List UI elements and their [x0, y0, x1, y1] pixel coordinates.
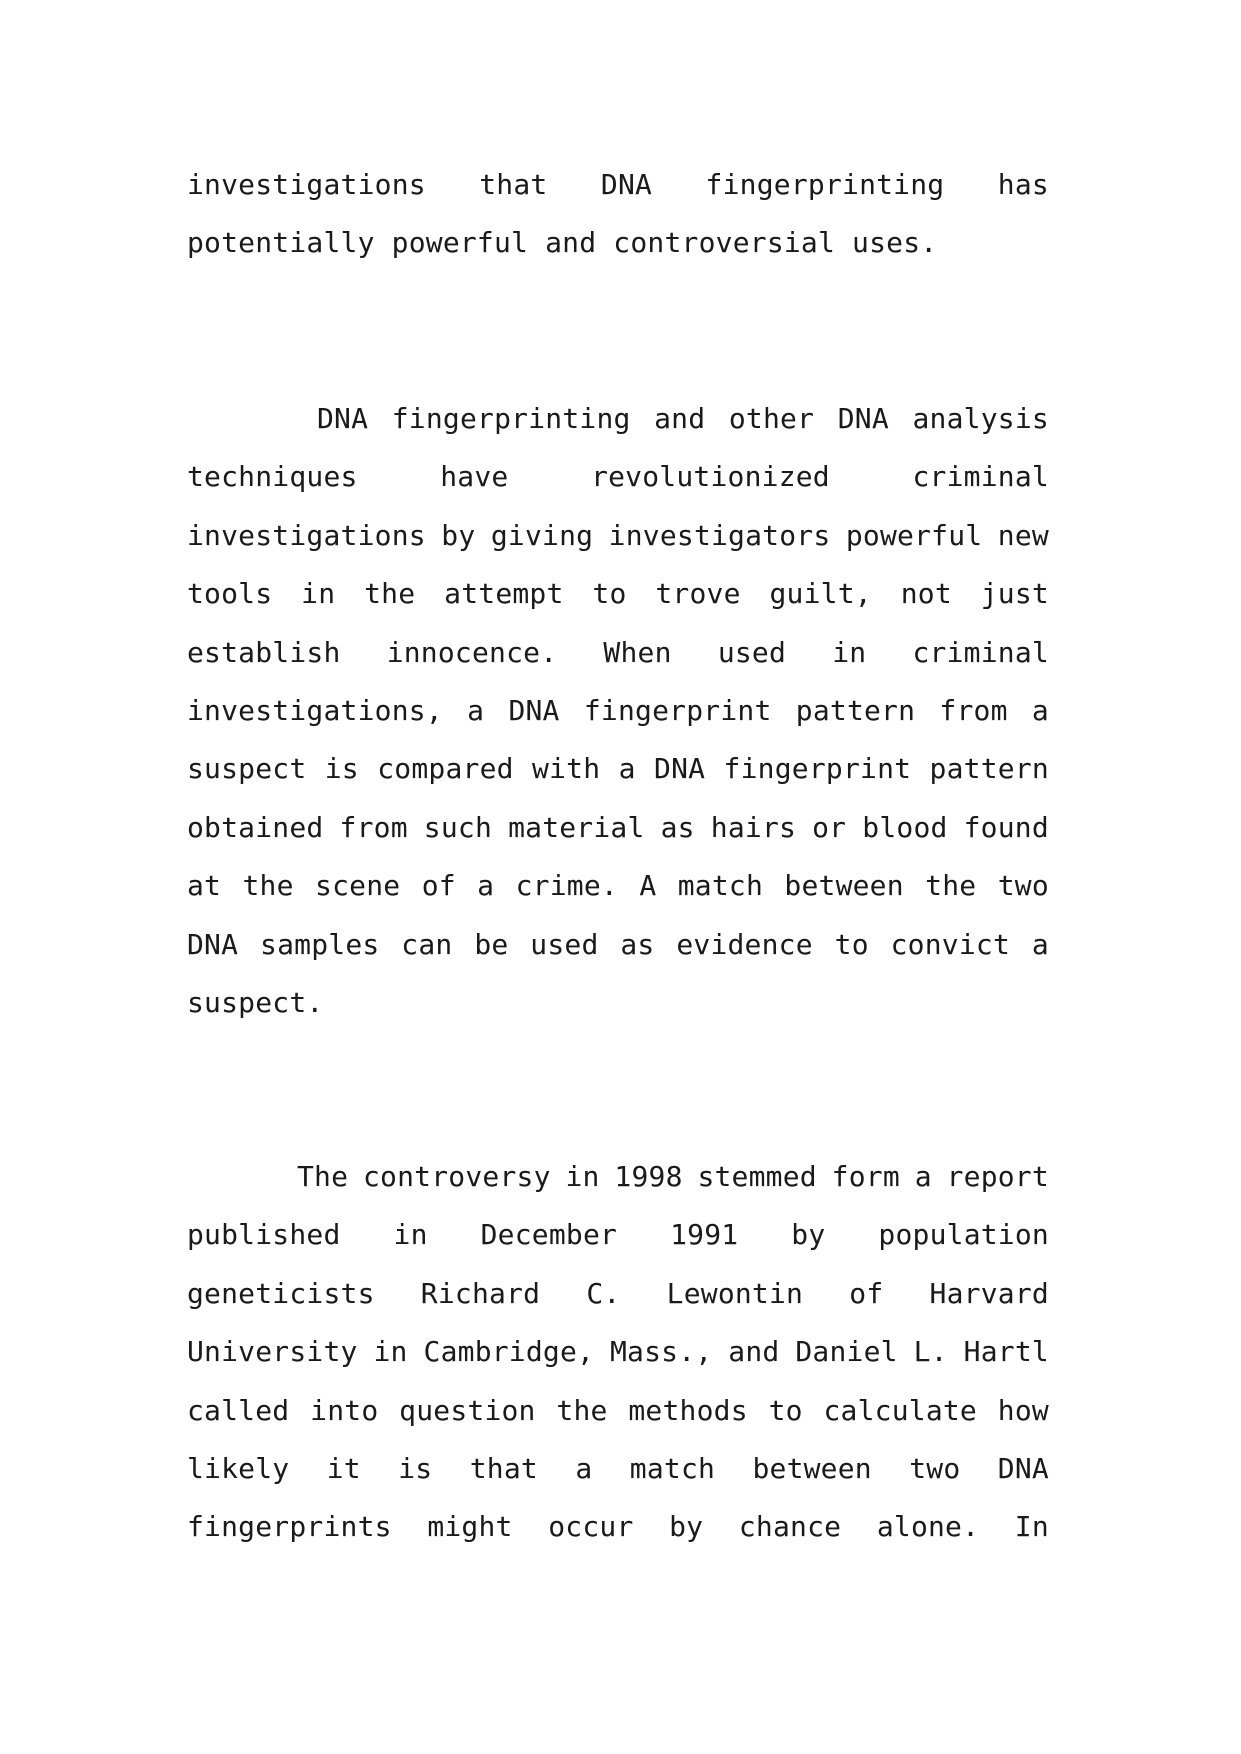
text-line — [187, 1323, 1049, 1381]
text-line — [187, 156, 1049, 214]
word: from — [939, 693, 1008, 727]
word: attempt — [444, 577, 564, 611]
text-line — [187, 740, 1049, 798]
word: obtained — [187, 810, 324, 844]
word: published — [187, 1218, 341, 1252]
word: Mass., — [610, 1335, 713, 1369]
word: to — [834, 927, 869, 961]
text-line — [187, 214, 1049, 272]
word: can — [401, 927, 453, 961]
word: techniques — [187, 460, 358, 494]
word: two — [909, 1451, 961, 1485]
paragraph-3 — [187, 1148, 1049, 1557]
word: DNA — [600, 168, 653, 201]
text-line — [187, 799, 1049, 857]
word: as — [660, 810, 695, 844]
text-line — [187, 1440, 1049, 1498]
word: suspect — [187, 752, 307, 786]
word: report — [946, 1160, 1049, 1193]
word: DNA — [187, 927, 239, 961]
word: Cambridge, — [423, 1335, 595, 1369]
text-line — [187, 1382, 1049, 1440]
word: pattern — [795, 693, 916, 727]
word: calculate — [823, 1393, 977, 1427]
word: population — [878, 1218, 1049, 1252]
text-line — [187, 1498, 1049, 1556]
word: 1998 — [614, 1160, 683, 1193]
word: the — [364, 577, 416, 611]
word: criminal — [912, 635, 1049, 669]
word: the — [925, 869, 977, 903]
word: controversy — [363, 1160, 551, 1193]
word: question — [399, 1393, 536, 1427]
word: samples — [260, 927, 380, 961]
word: uses. — [852, 226, 938, 260]
word: other — [728, 402, 815, 435]
text-line — [187, 507, 1049, 565]
word: hairs — [710, 810, 797, 844]
word: fingerprint — [723, 752, 912, 786]
word: in — [393, 1218, 428, 1252]
word: The — [297, 1160, 349, 1193]
word: fingerprinting — [391, 402, 631, 435]
word: L. — [913, 1335, 948, 1369]
word: that — [469, 1451, 538, 1485]
word: has — [997, 168, 1049, 201]
word: fingerprint — [583, 693, 772, 727]
word: by — [441, 518, 476, 552]
word: between — [752, 1451, 872, 1485]
word: between — [784, 869, 904, 903]
text-line — [187, 1148, 1049, 1206]
word: be — [474, 927, 509, 961]
word: by — [791, 1218, 826, 1252]
word: match — [677, 869, 764, 903]
word: material — [508, 810, 645, 844]
word: from — [339, 810, 408, 844]
word: University — [187, 1335, 358, 1369]
word: of — [421, 869, 456, 903]
word: is — [398, 1451, 433, 1485]
word: to — [768, 1393, 803, 1427]
word: Hartl — [963, 1335, 1049, 1369]
word: might — [427, 1510, 513, 1544]
text-line — [187, 974, 1049, 1032]
word: December — [480, 1218, 618, 1252]
word: blood — [862, 810, 948, 844]
word: When — [603, 635, 672, 669]
word: Lewontin — [666, 1276, 804, 1310]
word: as — [620, 927, 655, 961]
text-line — [187, 448, 1049, 506]
word: DNA — [837, 402, 889, 435]
word: DNA — [997, 1451, 1049, 1485]
word: methods — [628, 1393, 748, 1427]
word: a — [618, 752, 636, 786]
word: just — [980, 577, 1049, 611]
word: in — [565, 1160, 600, 1193]
word: analysis — [912, 402, 1049, 435]
word: form — [831, 1160, 900, 1193]
word: A — [639, 869, 657, 903]
word: found — [963, 810, 1049, 844]
word: revolutionized — [591, 460, 830, 494]
word: alone. — [876, 1510, 980, 1544]
word: convict — [890, 927, 1011, 961]
word: or — [812, 810, 847, 844]
word: investigators — [608, 518, 831, 552]
word: used — [530, 927, 599, 961]
word: evidence — [676, 927, 813, 961]
word: and — [545, 226, 597, 260]
word: likely — [187, 1451, 290, 1485]
word: DNA — [317, 402, 369, 435]
word: two — [997, 869, 1049, 903]
word: not — [900, 577, 952, 611]
paragraph-1 — [187, 156, 1049, 273]
word: stemmed — [697, 1160, 817, 1193]
word: it — [326, 1451, 361, 1485]
word: 1991 — [670, 1218, 739, 1252]
word: investigations — [187, 518, 426, 552]
word: a — [1031, 693, 1049, 727]
word: Harvard — [929, 1276, 1049, 1310]
word: a — [477, 869, 495, 903]
word: a — [575, 1451, 593, 1485]
word: chance — [738, 1510, 842, 1544]
word: suspect. — [187, 985, 324, 1019]
text-line — [187, 390, 1049, 448]
word: how — [997, 1393, 1049, 1427]
word: the — [556, 1393, 608, 1427]
word: in — [832, 635, 867, 669]
word: have — [440, 460, 509, 494]
word: of — [849, 1276, 884, 1310]
word: investigations — [187, 168, 426, 201]
word: guilt, — [769, 577, 872, 611]
word: into — [310, 1393, 379, 1427]
paragraph-2 — [187, 390, 1049, 1032]
word: such — [423, 810, 493, 844]
word: powerful — [391, 226, 529, 260]
word: pattern — [929, 752, 1049, 786]
word: DNA — [508, 693, 560, 727]
word: tools — [187, 577, 273, 611]
word: and — [654, 402, 706, 435]
word: controversial — [613, 226, 836, 260]
word: criminal — [912, 460, 1049, 494]
text-line — [187, 916, 1049, 974]
word: compared — [377, 752, 514, 786]
word: Daniel — [795, 1335, 898, 1369]
word: a — [467, 693, 485, 727]
word: Richard — [420, 1276, 541, 1310]
word: used — [717, 635, 787, 669]
word: giving — [490, 518, 594, 552]
text-line — [187, 857, 1049, 915]
word: that — [479, 168, 548, 201]
word: in — [373, 1335, 408, 1369]
word: geneticists — [187, 1276, 375, 1310]
word: called — [187, 1393, 290, 1427]
word: a — [914, 1160, 932, 1193]
word: innocence. — [386, 635, 558, 669]
word: in — [301, 577, 336, 611]
word: establish — [187, 635, 341, 669]
word: a — [1031, 927, 1049, 961]
word: trove — [655, 577, 741, 611]
word: In — [1014, 1510, 1049, 1544]
text-line — [187, 624, 1049, 682]
word: match — [629, 1451, 716, 1485]
word: investigations, — [187, 693, 443, 727]
word: new — [997, 518, 1049, 552]
word: at — [187, 869, 222, 903]
word: by — [669, 1510, 704, 1544]
text-line — [187, 1265, 1049, 1323]
word: C. — [586, 1276, 621, 1310]
word: occur — [548, 1510, 634, 1544]
word: powerful — [845, 518, 983, 552]
word: fingerprinting — [705, 168, 945, 201]
word: fingerprints — [187, 1510, 392, 1544]
word: the — [242, 869, 294, 903]
word: crime. — [515, 869, 618, 903]
text-line — [187, 1206, 1049, 1264]
word: with — [532, 752, 601, 786]
word: DNA — [654, 752, 706, 786]
word: to — [592, 577, 627, 611]
word: potentially — [187, 226, 375, 260]
text-line — [187, 682, 1049, 740]
word: scene — [315, 869, 401, 903]
word: is — [324, 752, 359, 786]
text-line — [187, 565, 1049, 623]
word: and — [728, 1335, 780, 1369]
